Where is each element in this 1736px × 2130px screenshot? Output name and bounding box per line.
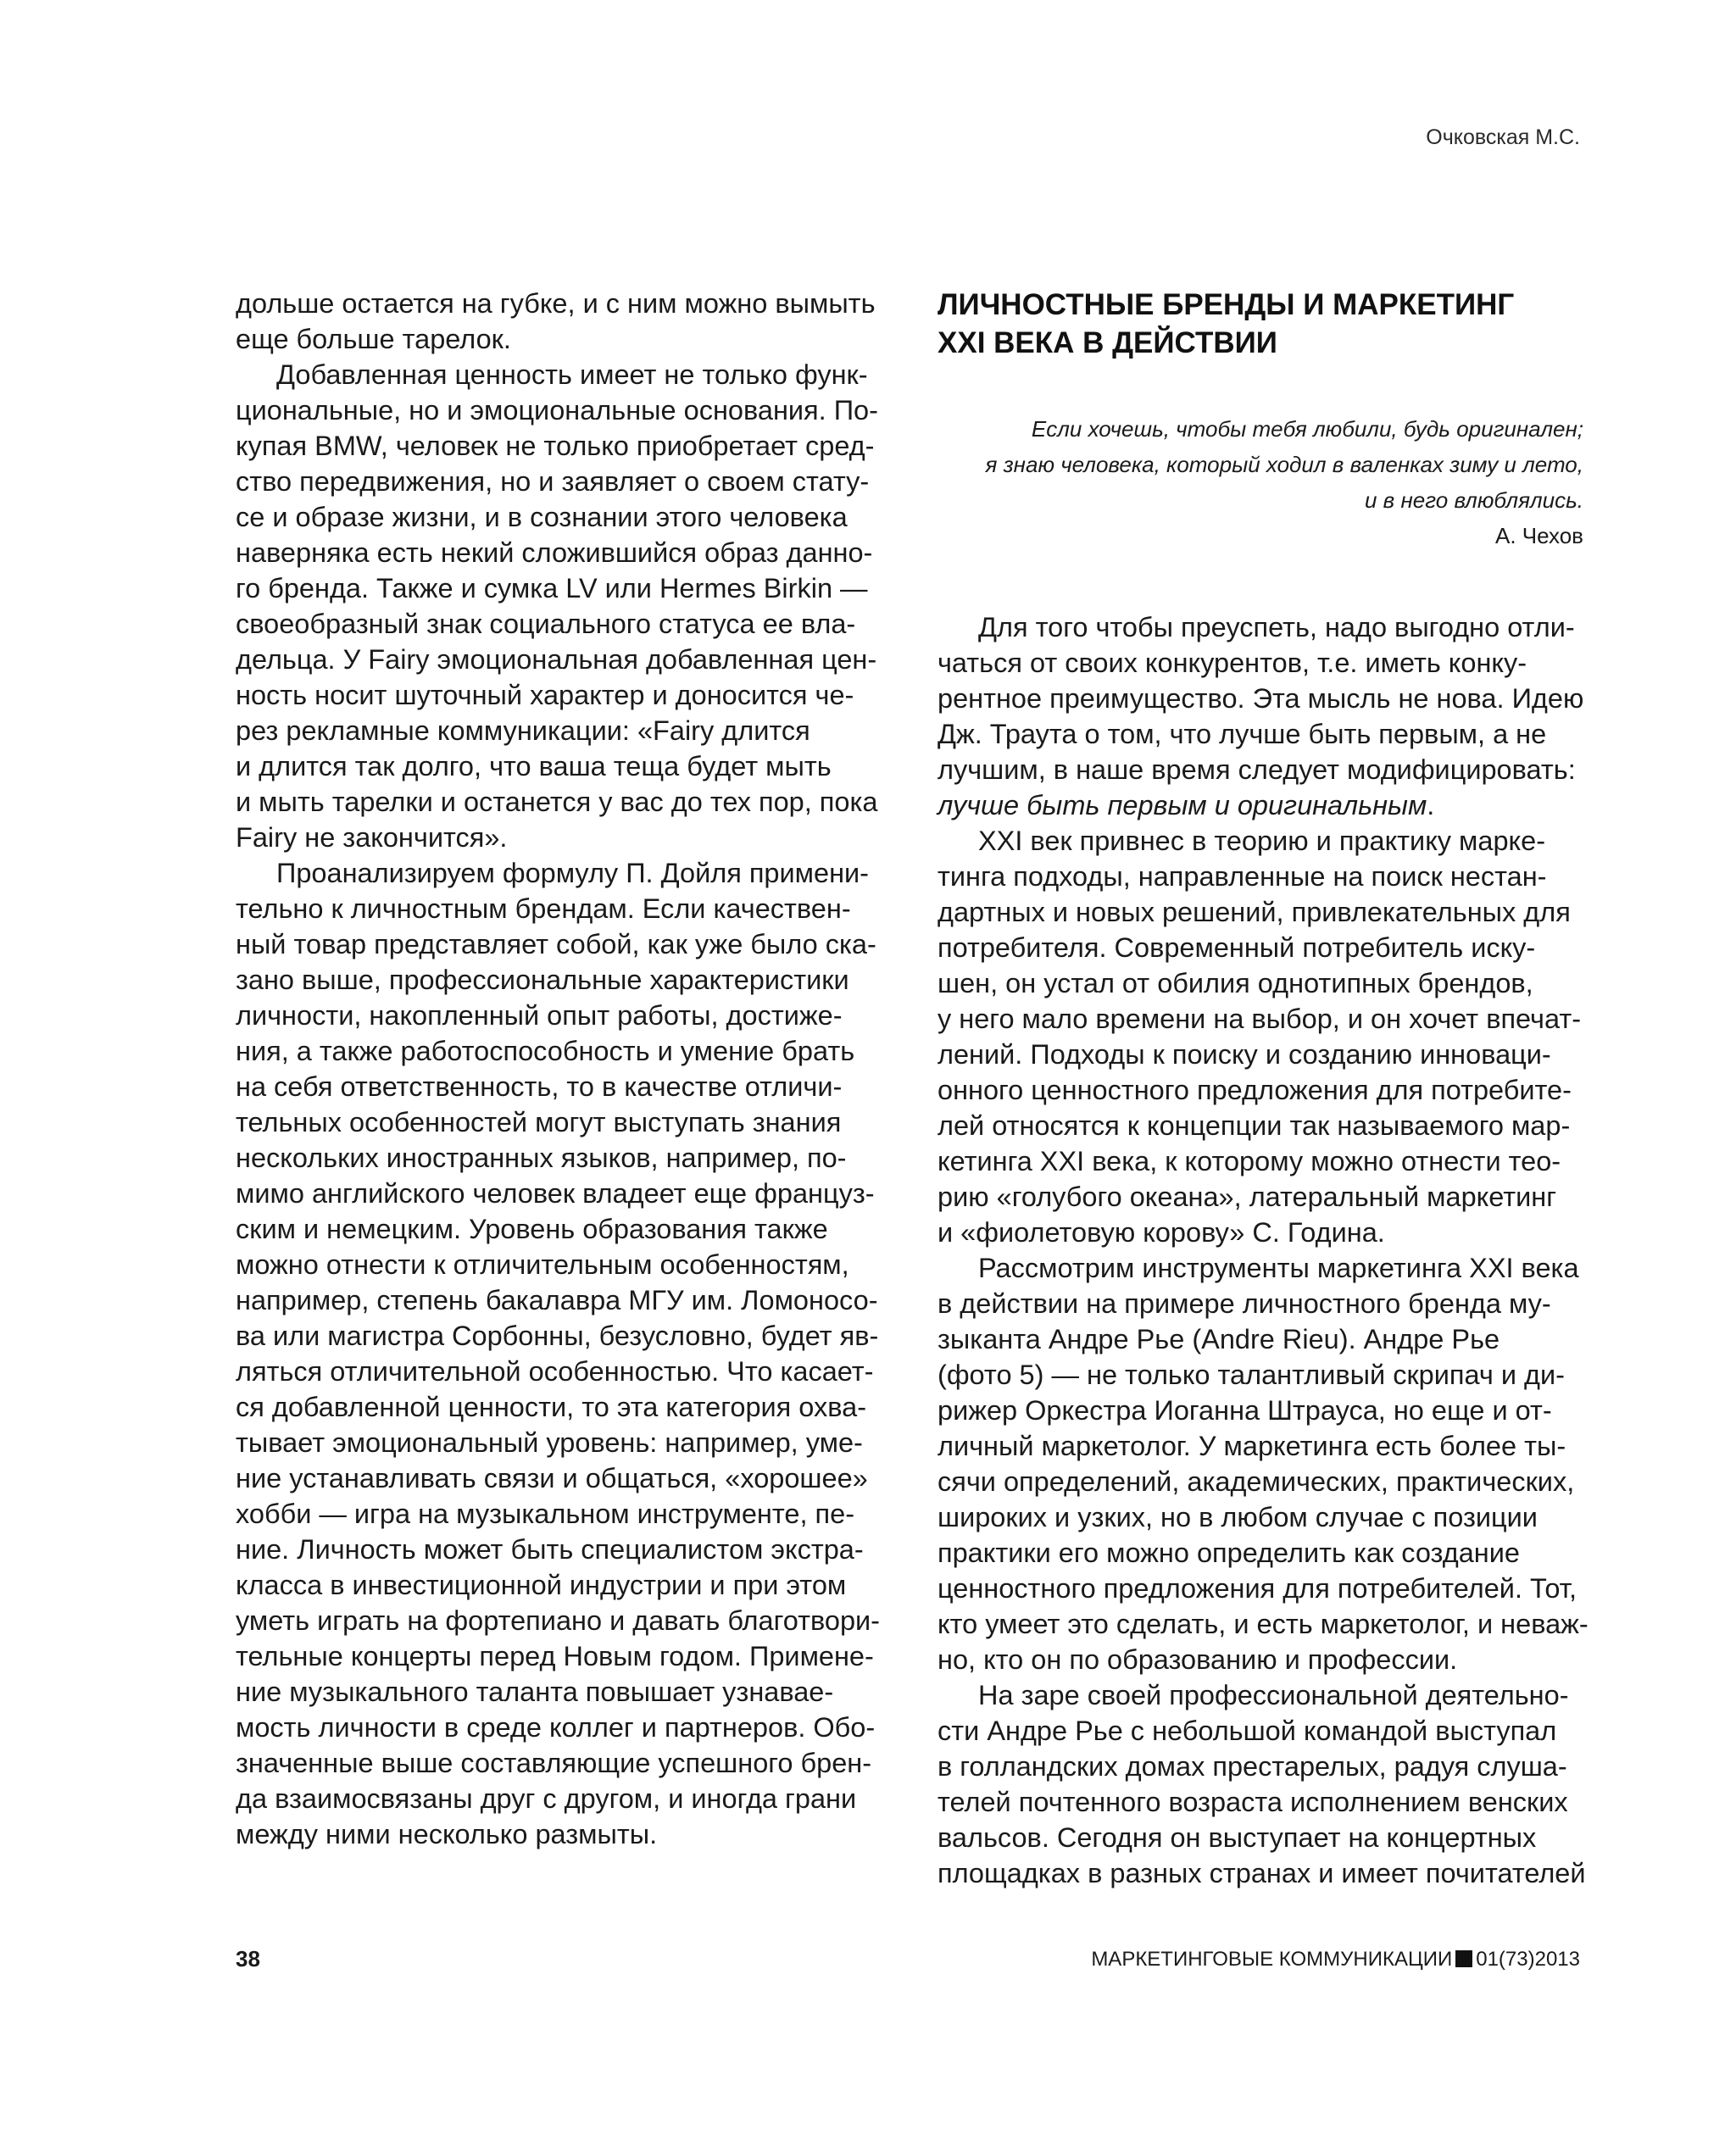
text-line: между ними несколько размыты. [236, 1819, 658, 1849]
page-number: 38 [236, 1946, 260, 1972]
text-line: практики его можно определить как создание [938, 1538, 1520, 1568]
journal-footer [1091, 1948, 1580, 1972]
text-line: нескольких иностранных языков, например, по- [236, 1143, 847, 1173]
text-line: ние устанавливать связи и общаться, «хорошее» [236, 1463, 868, 1493]
text-line: Для того чтобы преуспеть, надо выгодно отли- [978, 612, 1575, 642]
text-line: площадках в разных странах и имеет почитателей [938, 1858, 1586, 1888]
text-line: широких и узких, но в любом случае с позиции [938, 1502, 1538, 1532]
text-line: потребителя. Современный потребитель иску- [938, 932, 1536, 963]
text-line: лений. Подходы к поиску и созданию инноваци- [938, 1039, 1551, 1070]
text-line: рижер Оркестра Иоганна Штрауса, но еще и от- [938, 1395, 1552, 1426]
running-header-author: Очковская М.С. [1426, 125, 1580, 149]
text-line: сти Андре Рье с небольшой командой выступал [938, 1716, 1557, 1746]
text-line: ние. Личность может быть специалистом экстра- [236, 1534, 864, 1565]
text-line: наверняка есть некий сложившийся образ данно- [236, 537, 873, 568]
text-line: дартных и новых решений, привлекательных для [938, 897, 1571, 927]
text-line: рез рекламные коммуникации: «Fairy длится [236, 715, 810, 746]
text-line: купая BMW, человек не только приобретает сред- [236, 431, 875, 461]
text-line: на себя ответственность, то в качестве отличи- [236, 1071, 843, 1102]
text-line: XXI век привнес в теорию и практику марке- [978, 826, 1546, 856]
epigraph-line: Если хочешь, чтобы тебя любили, будь оригинален; [1031, 416, 1583, 442]
text-line: своеобразный знак социального статуса ее вла- [236, 609, 856, 639]
text-line: ценностного предложения для потребителей. Тот, [938, 1573, 1577, 1604]
text-line: (фото 5) — не только талантливый скрипач и ди- [938, 1360, 1565, 1390]
text-line: в голландских домах престарелых, радуя слуша- [938, 1751, 1567, 1782]
journal-issue: 01(73)2013 [1476, 1948, 1580, 1971]
text-line: дельца. У Fairy эмоциональная добавленная цен- [236, 644, 877, 675]
italic-emphasis: лучше быть первым и оригинальным [938, 790, 1427, 820]
text-line: и «фиолетовую корову» С. Година. [938, 1217, 1385, 1248]
text-line: Добавленная ценность имеет не только функ- [276, 359, 868, 390]
epigraph-attribution: А. Чехов [1495, 523, 1583, 548]
text-line: да взаимосвязаны друг с другом, и иногда грани [236, 1783, 857, 1814]
text-line: кто умеет это сделать, и есть маркетолог, и неваж- [938, 1609, 1589, 1639]
text-line: рентное преимущество. Эта мысль не нова. Идею [938, 683, 1584, 714]
text-line: зано выше, профессиональные характеристики [236, 965, 849, 995]
text-line: и длится так долго, что ваша теща будет мыть [236, 751, 832, 781]
text-line: шен, он устал от обилия однотипных брендов, [938, 968, 1533, 998]
epigraph-line: и в него влюблялись. [1364, 487, 1583, 513]
text-line: мимо английского человек владеет еще француз- [236, 1178, 875, 1209]
text-line: еще больше тарелок. [236, 324, 511, 354]
text-line: телей почтенного возраста исполнением венских [938, 1787, 1568, 1817]
text-line: кетинга XXI века, к которому можно отнести тео- [938, 1146, 1561, 1176]
text-line: чаться от своих конкурентов, т.е. иметь конку- [938, 648, 1527, 678]
text-line: личный маркетолог. У маркетинга есть более ты- [938, 1431, 1566, 1461]
punctuation: . [1427, 790, 1435, 820]
right-column-body [938, 609, 1589, 1891]
separator-square-icon [1455, 1950, 1472, 1967]
text-line: рию «голубого океана», латеральный маркетинг [938, 1182, 1557, 1212]
text-line: у него мало времени на выбор, и он хочет впечат- [938, 1004, 1582, 1034]
text-line: значенные выше составляющие успешного брен- [236, 1748, 872, 1778]
text-line: онного ценностного предложения для потребите- [938, 1075, 1572, 1105]
text-line: тывает эмоциональный уровень: например, уме- [236, 1427, 863, 1458]
epigraph [938, 411, 1583, 553]
text-line: ния, а также работоспособность и умение брать [236, 1036, 855, 1066]
text-line: ва или магистра Сорбонны, безусловно, будет яв- [236, 1321, 879, 1351]
text-line: мость личности в среде коллег и партнеров. Обо- [236, 1712, 876, 1743]
text-line: ность носит шуточный характер и доносится че- [236, 680, 854, 710]
text-line [938, 787, 1583, 823]
text-line: ся добавленной ценности, то эта категория охва- [236, 1392, 867, 1422]
text-line: вальсов. Сегодня он выступает на концертных [938, 1822, 1537, 1853]
text-line: Проанализируем формулу П. Дойля примени- [276, 858, 869, 888]
text-line: се и образе жизни, и в сознании этого человека [236, 502, 848, 532]
text-line: и мыть тарелки и останется у вас до тех пор, пока [236, 787, 878, 817]
text-line: тинга подходы, направленные на поиск нестан- [938, 861, 1547, 892]
text-line: циональные, но и эмоциональные основания. По- [236, 395, 878, 425]
left-column [236, 286, 881, 1852]
text-line: в действии на примере личностного бренда му- [938, 1288, 1551, 1319]
text-line: тельно к личностным брендам. Если качествен- [236, 893, 851, 924]
heading-line: ЛИЧНОСТНЫЕ БРЕНДЫ И МАРКЕТИНГ [938, 288, 1515, 321]
text-line: можно отнести к отличительным особенностям, [236, 1249, 849, 1280]
text-line: ляться отличительной особенностью. Что касает- [236, 1356, 874, 1387]
text-line: хобби — игра на музыкальном инструменте, пе- [236, 1499, 855, 1529]
right-column [938, 286, 1589, 1891]
text-line: На заре своей профессиональной деятельно- [978, 1680, 1569, 1710]
heading-line: XXI ВЕКА В ДЕЙСТВИИ [938, 326, 1277, 359]
text-line: ским и немецким. Уровень образования также [236, 1214, 828, 1244]
text-line: го бренда. Также и сумка LV или Hermes Birkin — [236, 573, 868, 603]
text-line: ние музыкального таланта повышает узнавае- [236, 1677, 834, 1707]
text-line: лей относятся к концепции так называемого мар- [938, 1110, 1571, 1141]
text-line: зыканта Андре Рье (Andre Rieu). Андре Рье [938, 1324, 1500, 1354]
section-heading [938, 286, 1583, 362]
text-line: ный товар представляет собой, как уже было ска- [236, 929, 876, 959]
text-line: Fairy не закончится». [236, 822, 508, 853]
text-line: дольше остается на губке, и с ним можно вымыть [236, 288, 876, 319]
epigraph-line: я знаю человека, который ходил в валенках зиму и лето, [985, 452, 1583, 477]
text-line: уметь играть на фортепиано и давать благотвори- [236, 1605, 881, 1636]
text-line: тельных особенностей могут выступать знания [236, 1107, 842, 1137]
text-line: Рассмотрим инструменты маркетинга XXI века [978, 1253, 1579, 1283]
text-line: класса в инвестиционной индустрии и при этом [236, 1570, 847, 1600]
text-line: сячи определений, академических, практических, [938, 1466, 1575, 1497]
text-line: тельные концерты перед Новым годом. Примене- [236, 1641, 874, 1671]
journal-name: МАРКЕТИНГОВЫЕ КОММУНИКАЦИИ [1091, 1948, 1453, 1971]
text-line: Дж. Траута о том, что лучше быть первым, а не [938, 719, 1547, 749]
text-line: ство передвижения, но и заявляет о своем стату- [236, 466, 870, 497]
text-line: например, степень бакалавра МГУ им. Ломоносо- [236, 1285, 878, 1315]
text-line: лучшим, в наше время следует модифицировать: [938, 754, 1576, 785]
text-line: личности, накопленный опыт работы, достиже- [236, 1000, 843, 1031]
text-line: но, кто он по образованию и профессии. [938, 1644, 1458, 1675]
